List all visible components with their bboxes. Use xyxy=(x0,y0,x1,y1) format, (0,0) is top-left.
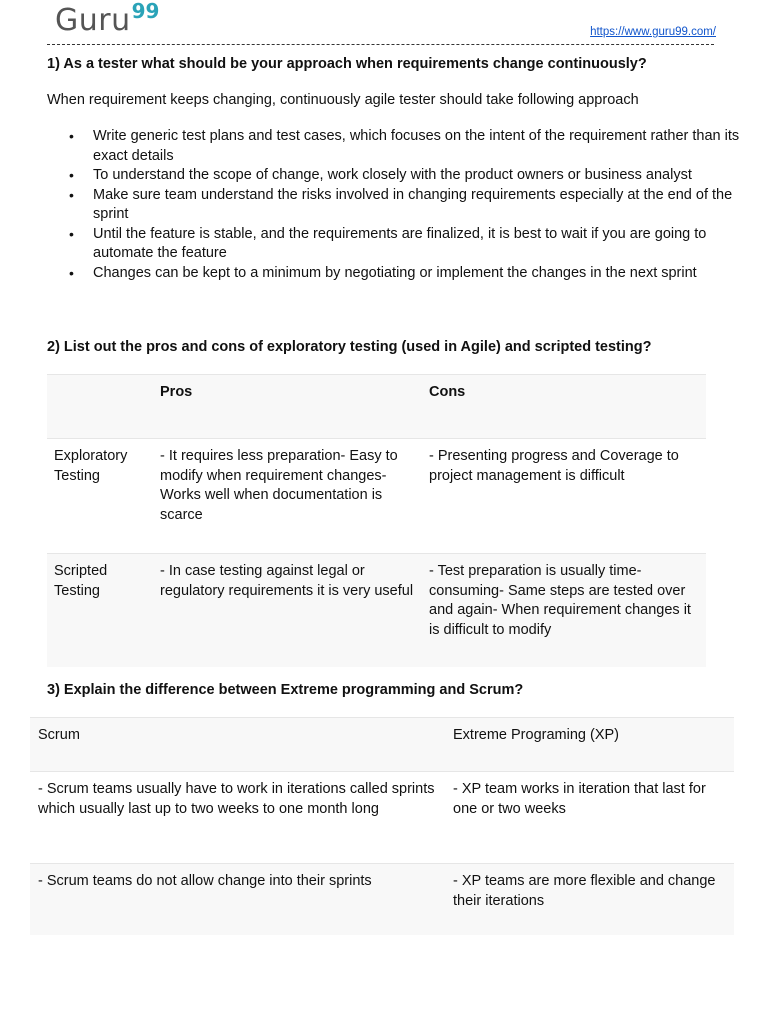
logo-number: 99 xyxy=(131,0,160,23)
table-cell: Exploratory Testing xyxy=(47,439,153,554)
table-cell: Scripted Testing xyxy=(47,554,153,668)
list-item: • Changes can be kept to a minimum by negotiating or implement the changes in the next sprint xyxy=(93,264,753,284)
question-2: 2) List out the pros and cons of exploratory testing (used in Agile) and scripted testing? xyxy=(47,339,652,355)
logo-text: Guru xyxy=(55,3,131,38)
header-divider xyxy=(47,44,714,45)
question-3: 3) Explain the difference between Extreme programming and Scrum? xyxy=(47,682,524,698)
table-header-cell xyxy=(47,375,153,439)
table-row xyxy=(30,864,734,936)
table-cell: - Scrum teams do not allow change into their sprints xyxy=(30,864,445,936)
table-cell: - XP teams are more flexible and change their iterations xyxy=(445,864,734,936)
table-row xyxy=(47,554,706,668)
list-item: • Make sure team understand the risks involved in changing requirements especially at the end of the sprint xyxy=(93,186,753,225)
scrum-vs-xp-table xyxy=(30,717,734,935)
table-header-cell: Scrum xyxy=(30,718,445,772)
table-cell: - Test preparation is usually time-consuming- Same steps are tested over and again- When requirement changes it is difficult to modify xyxy=(422,554,706,668)
list-item: • Until the feature is stable, and the requirements are finalized, it is best to wait if you are going to automate the feature xyxy=(93,225,753,264)
list-item: • Write generic test plans and test cases, which focuses on the intent of the requirement rather than its exact details xyxy=(93,127,753,166)
table-row xyxy=(47,439,706,554)
table-header-row xyxy=(47,375,706,439)
question-1-intro: When requirement keeps changing, continuously agile tester should take following approach xyxy=(47,92,639,108)
table-header-row xyxy=(30,718,734,772)
question-1: 1) As a tester what should be your approach when requirements change continuously? xyxy=(47,56,647,72)
list-item: • To understand the scope of change, work closely with the product owners or business analyst xyxy=(93,166,753,186)
table-header-cell: Cons xyxy=(422,375,706,439)
pros-cons-table xyxy=(47,374,706,667)
table-cell: - Scrum teams usually have to work in iterations called sprints which usually last up to two weeks to one month long xyxy=(30,772,445,864)
table-cell: - Presenting progress and Coverage to project management is difficult xyxy=(422,439,706,554)
table-cell: - In case testing against legal or regulatory requirements it is very useful xyxy=(153,554,422,668)
site-link[interactable]: https://www.guru99.com/ xyxy=(590,26,716,38)
guru99-logo[interactable] xyxy=(55,0,160,38)
table-row xyxy=(30,772,734,864)
approach-list xyxy=(47,127,753,283)
table-header-cell: Extreme Programing (XP) xyxy=(445,718,734,772)
table-cell: - XP team works in iteration that last for one or two weeks xyxy=(445,772,734,864)
table-cell: - It requires less preparation- Easy to modify when requirement changes- Works well when documentation is scarce xyxy=(153,439,422,554)
table-header-cell: Pros xyxy=(153,375,422,439)
